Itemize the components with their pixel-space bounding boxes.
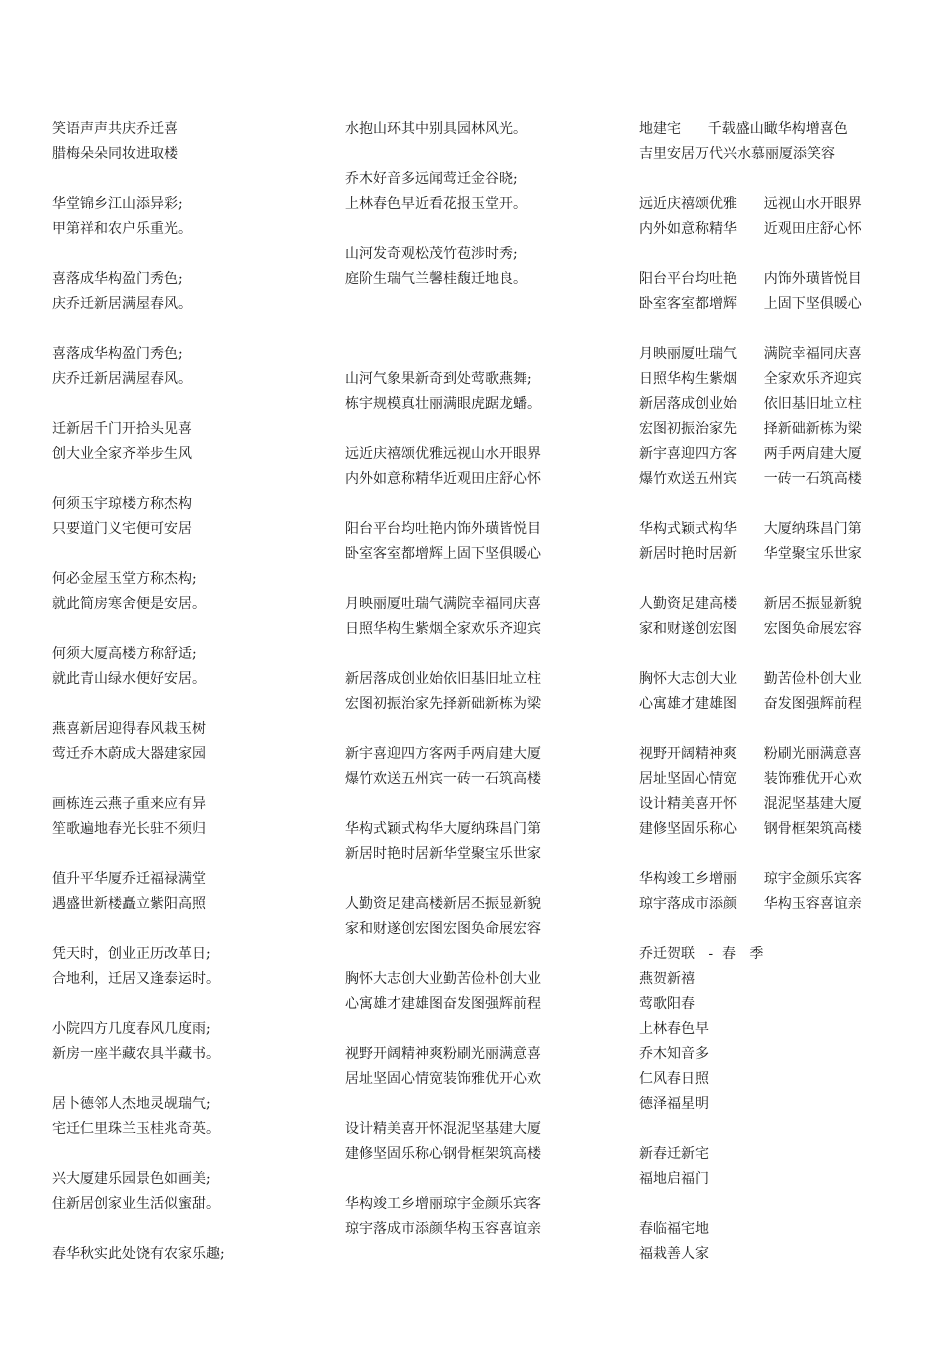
text-line: 遇盛世新楼矗立紫阳高照 — [52, 896, 206, 912]
text-line: 莺歌阳春 — [639, 996, 695, 1012]
text-line — [52, 1067, 322, 1092]
text-line: 德泽福星明 — [639, 1096, 709, 1112]
text-line — [639, 242, 929, 267]
text-line: 值升平华厦乔迁福禄满堂 — [52, 871, 206, 887]
text-line — [345, 492, 615, 517]
text-line — [345, 642, 615, 667]
text-line — [345, 292, 615, 317]
text-line: 阳台平台均吐艳内饰外璜皆悦目 — [345, 521, 541, 537]
text-line: 胸怀大志创大业 勤苦俭朴创大业 — [639, 671, 862, 687]
text-line: 内外如意称精华近观田庄舒心怀 — [345, 471, 541, 487]
text-line: 上林春色早近看花报玉堂开。 — [345, 196, 527, 212]
text-line: 人勤资足建高楼新居丕振显新貌 — [345, 896, 541, 912]
text-line: 何须大厦高楼方称舒适; — [52, 646, 197, 662]
text-column-left — [52, 117, 322, 1267]
text-line — [345, 217, 615, 242]
text-line — [52, 542, 322, 567]
text-line — [639, 1192, 929, 1217]
text-line — [52, 1217, 322, 1242]
text-line — [639, 717, 929, 742]
text-line — [52, 242, 322, 267]
text-line: 笙歌遍地春光长驻不须归 — [52, 821, 206, 837]
text-line — [345, 792, 615, 817]
text-line — [52, 692, 322, 717]
text-line: 何必金屋玉堂方称杰构; — [52, 571, 197, 587]
text-line — [52, 167, 322, 192]
text-line: 福地启福门 — [639, 1171, 709, 1187]
text-line: 画栋连云燕子重来应有异 — [52, 796, 206, 812]
text-line: 远近庆禧颂优雅 远视山水开眼界 — [639, 196, 862, 212]
text-line — [52, 1142, 322, 1167]
text-line — [52, 392, 322, 417]
text-line — [345, 567, 615, 592]
text-line — [345, 1167, 615, 1192]
text-line: 华构式颖式构华大厦纳珠昌门第 — [345, 821, 541, 837]
text-line: 喜落成华构盈门秀色; — [52, 271, 183, 287]
text-line: 视野开阔精神爽 粉刷光丽满意喜 — [639, 746, 862, 762]
text-line — [345, 717, 615, 742]
text-line: 华构式颖式构华 大厦纳珠昌门第 — [639, 521, 862, 537]
text-line: 迁新居千门开拾头见喜 — [52, 421, 192, 437]
text-line: 新房一座半藏农具半藏书。 — [52, 1046, 220, 1062]
text-line: 兴大厦建乐园景色如画美; — [52, 1171, 211, 1187]
text-line: 山河发奇观松茂竹苞涉时秀; — [345, 246, 518, 262]
text-line: 合地利，迁居又逢泰运时。 — [52, 971, 220, 987]
text-line: 福栽善人家 — [639, 1246, 709, 1262]
text-line: 建修坚固乐称心 钢骨框架筑高楼 — [639, 821, 862, 837]
text-column-right — [639, 117, 929, 1267]
text-line: 卧室客室都增辉 上固下坚俱暖心 — [639, 296, 862, 312]
text-line: 春华秋实此处饶有农家乐趣; — [52, 1246, 225, 1262]
text-line: 新宇喜迎四方客两手两肩建大厦 — [345, 746, 541, 762]
text-line: 笑语声声共庆乔迁喜 — [52, 121, 178, 137]
text-line: 新宇喜迎四方客 两手两肩建大厦 — [639, 446, 862, 462]
text-line — [639, 317, 929, 342]
text-line: 燕喜新居迎得春风栽玉树 — [52, 721, 206, 737]
text-line: 山河气象果新奇到处莺歌燕舞; — [345, 371, 532, 387]
text-line: 华构竣工乡增丽 琼宇金颜乐宾客 — [639, 871, 862, 887]
text-line — [639, 1117, 929, 1142]
text-line: 阳台平台均吐艳 内饰外璜皆悦目 — [639, 271, 862, 287]
text-line: 人勤资足建高楼 新居丕振显新貌 — [639, 596, 862, 612]
text-line — [345, 317, 615, 342]
text-line — [639, 167, 929, 192]
text-line: 庆乔迁新居满屋春风。 — [52, 371, 192, 387]
text-line — [345, 342, 615, 367]
text-line — [52, 767, 322, 792]
text-line: 庭阶生瑞气兰馨桂馥迁地良。 — [345, 271, 527, 287]
text-line: 喜落成华构盈门秀色; — [52, 346, 183, 362]
text-line: 日照华构生紫烟全家欢乐齐迎宾 — [345, 621, 541, 637]
text-line: 居址坚固心情宽装饰雅优开心欢 — [345, 1071, 541, 1087]
text-line — [639, 492, 929, 517]
text-line — [345, 142, 615, 167]
text-line: 日照华构生紫烟 全家欢乐齐迎宾 — [639, 371, 862, 387]
text-line: 卧室客室都增辉上固下坚俱暖心 — [345, 546, 541, 562]
text-line: 仁风春日照 — [639, 1071, 709, 1087]
text-line: 琼宇落成市添颜华构玉容喜谊亲 — [345, 1221, 541, 1237]
text-line: 就此简房寒舍便是安居。 — [52, 596, 206, 612]
text-line: 华构竣工乡增丽琼宇金颜乐宾客 — [345, 1196, 541, 1212]
text-line: 设计精美喜开怀 混泥坚基建大厦 — [639, 796, 862, 812]
text-line: 水抱山环其中别具园林风光。 — [345, 121, 527, 137]
text-line: 小院四方几度春风几度雨; — [52, 1021, 211, 1037]
text-line: 庆乔迁新居满屋春风。 — [52, 296, 192, 312]
text-line: 远近庆禧颂优雅远视山水开眼界 — [345, 446, 541, 462]
text-line: 家和财遂创宏图 宏图奂命展宏容 — [639, 621, 862, 637]
text-line: 胸怀大志创大业勤苦俭朴创大业 — [345, 971, 541, 987]
text-line: 乔迁贺联 - 春 季 — [639, 946, 764, 962]
text-line — [52, 842, 322, 867]
text-line: 新居时艳时居新 华堂聚宝乐世家 — [639, 546, 862, 562]
text-line: 新居落成创业始 依旧基旧址立柱 — [639, 396, 862, 412]
text-line: 创大业全家齐举步生风 — [52, 446, 192, 462]
text-line: 春临福宅地 — [639, 1221, 709, 1237]
text-line: 吉里安居万代兴水慕丽厦添笑容 — [639, 146, 835, 162]
text-line — [345, 1092, 615, 1117]
text-line: 家和财遂创宏图宏图奂命展宏容 — [345, 921, 541, 937]
text-line — [345, 867, 615, 892]
text-line: 爆竹欢送五州宾 一砖一石筑高楼 — [639, 471, 862, 487]
text-line: 燕贺新禧 — [639, 971, 695, 987]
text-line: 琼宇落成市添颜 华构玉容喜谊亲 — [639, 896, 862, 912]
text-line: 宏图初振治家先 择新础新栋为梁 — [639, 421, 862, 437]
text-line: 就此青山绿水便好安居。 — [52, 671, 206, 687]
text-line: 视野开阔精神爽粉刷光丽满意喜 — [345, 1046, 541, 1062]
text-line — [52, 992, 322, 1017]
text-line: 新居落成创业始依旧基旧址立柱 — [345, 671, 541, 687]
text-line — [639, 567, 929, 592]
text-line — [52, 467, 322, 492]
text-line — [52, 917, 322, 942]
text-line — [639, 917, 929, 942]
text-line: 心寓雄才建雄图奋发图强辉前程 — [345, 996, 541, 1012]
text-line — [639, 642, 929, 667]
text-line: 华堂锦乡江山添异彩; — [52, 196, 183, 212]
text-column-middle — [345, 117, 615, 1242]
text-line: 居址坚固心情宽 装饰雅优开心欢 — [639, 771, 862, 787]
text-line: 栋宇规模真壮丽满眼虎踞龙蟠。 — [345, 396, 541, 412]
text-line: 凭天时，创业正历改革日; — [52, 946, 211, 962]
text-line — [345, 1017, 615, 1042]
text-line — [639, 842, 929, 867]
text-line: 心寓雄才建雄图 奋发图强辉前程 — [639, 696, 862, 712]
text-line: 新春迁新宅 — [639, 1146, 709, 1162]
text-line: 宅迁仁里珠兰玉桂兆奇英。 — [52, 1121, 220, 1137]
text-line: 上林春色早 — [639, 1021, 709, 1037]
text-line: 月映丽厦吐瑞气 满院幸福同庆喜 — [639, 346, 862, 362]
text-line: 莺迁乔木蔚成大器建家园 — [52, 746, 206, 762]
text-line: 乔木知音多 — [639, 1046, 709, 1062]
text-line: 地建宅 千载盛山瞰华构增喜色 — [639, 121, 848, 137]
text-line: 乔木好音多远闻莺迁金谷晓; — [345, 171, 518, 187]
text-line: 新居时艳时居新华堂聚宝乐世家 — [345, 846, 541, 862]
text-line: 腊梅朵朵同妆进取楼 — [52, 146, 178, 162]
text-line: 甲第祥和农户乐重光。 — [52, 221, 192, 237]
text-line: 建修坚固乐称心钢骨框架筑高楼 — [345, 1146, 541, 1162]
text-line: 内外如意称精华 近观田庄舒心怀 — [639, 221, 862, 237]
text-line: 爆竹欢送五州宾一砖一石筑高楼 — [345, 771, 541, 787]
text-line: 宏图初振治家先择新础新栋为梁 — [345, 696, 541, 712]
text-line: 只要道门义宅便可安居 — [52, 521, 192, 537]
text-line: 居卜德邻人杰地灵觇瑞气; — [52, 1096, 211, 1112]
text-line: 住新居创家业生活似蜜甜。 — [52, 1196, 220, 1212]
text-line — [345, 942, 615, 967]
text-line — [52, 617, 322, 642]
text-line: 何须玉宇琼楼方称杰构 — [52, 496, 192, 512]
text-line — [52, 317, 322, 342]
text-line: 月映丽厦吐瑞气满院幸福同庆喜 — [345, 596, 541, 612]
text-line: 设计精美喜开怀混泥坚基建大厦 — [345, 1121, 541, 1137]
text-line — [345, 417, 615, 442]
